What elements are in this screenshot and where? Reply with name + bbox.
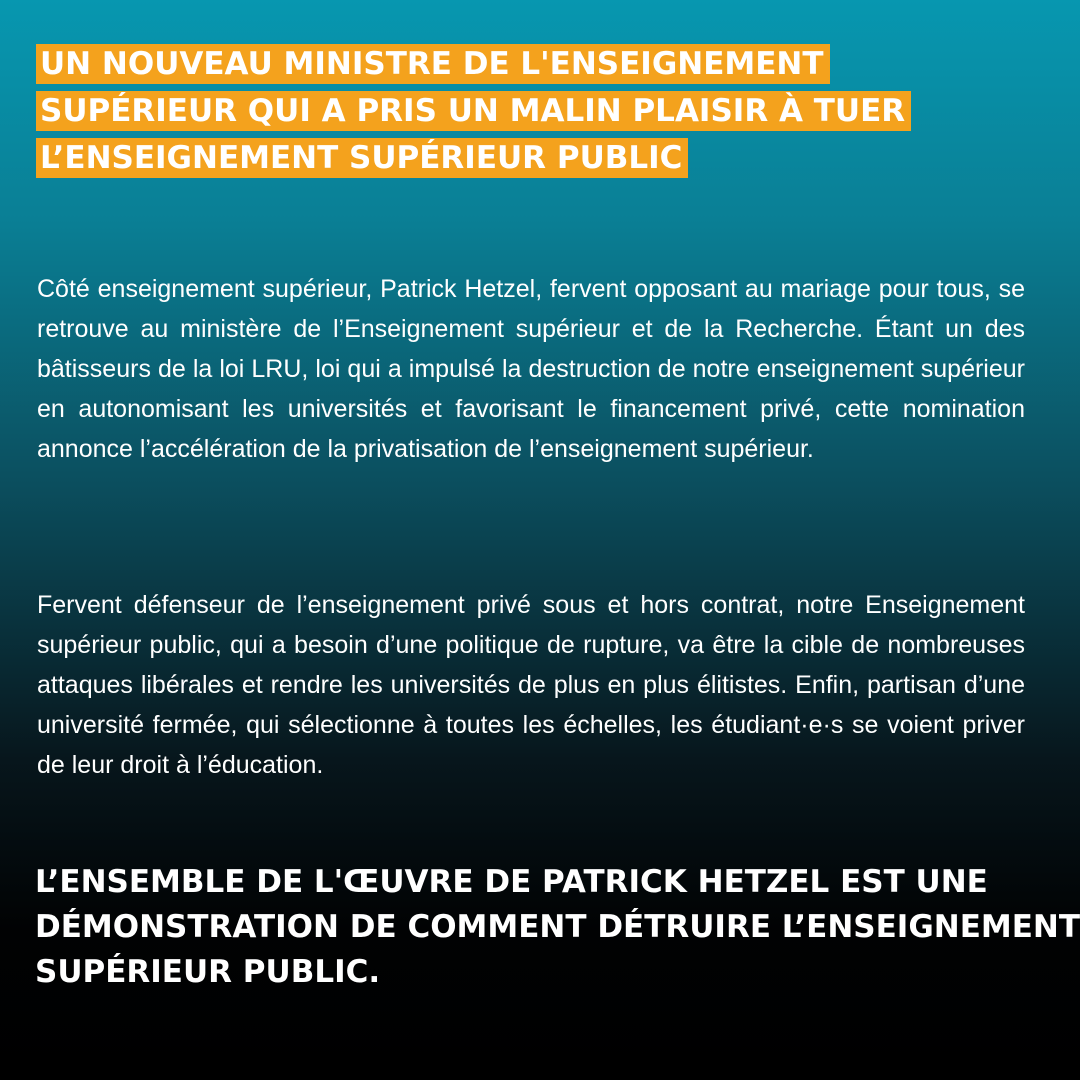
body-paragraph-1: Côté enseignement supérieur, Patrick Hetzel, fervent opposant au mariage pour tous, se retrouve au ministère de l’Enseignement supérieur et de la Recherche. Étant un des bâtisseurs de la loi LRU, loi qui a impulsé la destruction de notre enseignement supérieur en autonomisant les universités et favorisant le financement privé, cette nomination annonce l’accélération de la privatisation de l’enseignement supérieur.: [37, 275, 1025, 463]
headline: [36, 44, 1036, 185]
conclusion-line-1: L’ENSEMBLE DE L'ŒUVRE DE PATRICK HETZEL EST UNE: [35, 864, 988, 900]
conclusion-statement: [35, 860, 1080, 995]
body-paragraph-2: Fervent défenseur de l’enseignement privé sous et hors contrat, notre Enseignement supérieur public, qui a besoin d’une politique de rupture, va être la cible de nombreuses attaques libérales et rendre les universités de plus en plus élitistes. Enfin, partisan d’une université fermée, qui sélectionne à toutes les échelles, les étudiant·e·s se voient priver de leur droit à l’éducation.: [37, 591, 1025, 779]
conclusion-line-3: SUPÉRIEUR PUBLIC.: [35, 954, 381, 990]
headline-row-2: [36, 91, 1036, 138]
headline-line-2: SUPÉRIEUR QUI A PRIS UN MALIN PLAISIR À TUER: [36, 91, 911, 131]
headline-line-3: L’ENSEIGNEMENT SUPÉRIEUR PUBLIC: [36, 138, 688, 178]
conclusion-line-2: DÉMONSTRATION DE COMMENT DÉTRUIRE L’ENSEIGNEMENT: [35, 909, 1080, 945]
headline-row-1: [36, 44, 1036, 91]
headline-row-3: [36, 138, 1036, 185]
headline-line-1: UN NOUVEAU MINISTRE DE L'ENSEIGNEMENT: [36, 44, 830, 84]
